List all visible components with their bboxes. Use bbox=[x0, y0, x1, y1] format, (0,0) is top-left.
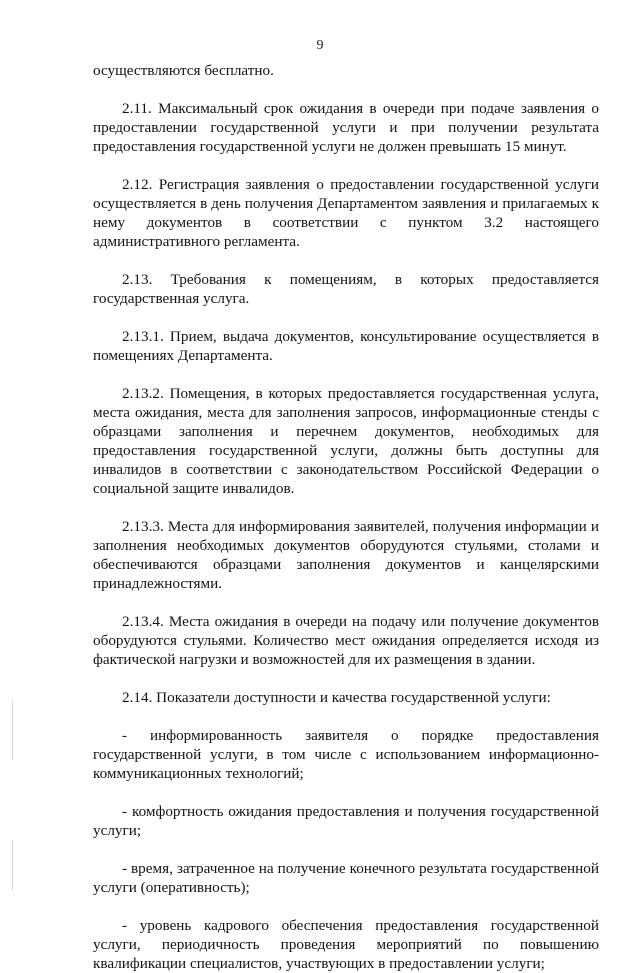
scan-margin-mark bbox=[12, 700, 13, 760]
paragraph-2-13: 2.13. Требования к помещениям, в которых предоставляется государственная услуга. bbox=[93, 271, 599, 307]
paragraph-2-13-4: 2.13.4. Места ожидания в очереди на подачу или получение документов оборудуются стульями. Количество мест ожидания определяется исходя из фактической нагрузки и возможностей для их размещения в здании. bbox=[93, 613, 599, 668]
list-item-staffing: - уровень кадрового обеспечения предоставления государственной услуги, периодичность проведения мероприятий по повышению квалификации специалистов, участвующих в предоставлении услуги; bbox=[93, 917, 599, 972]
paragraph-2-13-1: 2.13.1. Прием, выдача документов, консультирование осуществляется в помещениях Департамента. bbox=[93, 328, 599, 364]
paragraph-2-11: 2.11. Максимальный срок ожидания в очереди при подаче заявления о предоставлении государственной услуги и при получении результата предоставления государственной услуги не должен превышать 15 минут. bbox=[93, 100, 599, 155]
list-item-time: - время, затраченное на получение конечного результата государственной услуги (оперативность); bbox=[93, 860, 599, 896]
scan-margin-mark bbox=[12, 840, 13, 890]
paragraph-2-12: 2.12. Регистрация заявления о предоставлении государственной услуги осуществляется в день получения Департаментом заявления и прилагаемых к нему документов в соответствии с пунктом 3.2 настоящего административного регламента. bbox=[93, 176, 599, 250]
document-body bbox=[93, 61, 599, 973]
paragraph-2-13-2: 2.13.2. Помещения, в которых предоставляется государственная услуга, места ожидания, места для заполнения запросов, информационные стенды с образцами заполнения и перечнем документов, необходимых для предоставления государственной услуги, должны быть доступны для инвалидов в соответствии с законодательством Российской Федерации о социальной защите инвалидов. bbox=[93, 385, 599, 497]
list-item-informedness: - информированность заявителя о порядке предоставления государственной услуги, в том числе с использованием информационно-коммуникационных технологий; bbox=[93, 727, 599, 782]
paragraph-2-14: 2.14. Показатели доступности и качества государственной услуги: bbox=[122, 689, 551, 706]
paragraph-2-13-3: 2.13.3. Места для информирования заявителей, получения информации и заполнения необходимых документов оборудуются стульями, столами и обеспечиваются образцами заполнения документов и канцелярскими принадлежностями. bbox=[93, 518, 599, 592]
list-item-comfort: - комфортность ожидания предоставления и получения государственной услуги; bbox=[93, 803, 599, 839]
page-number: 9 bbox=[316, 38, 324, 53]
paragraph-continuation: осуществляются бесплатно. bbox=[93, 62, 274, 79]
